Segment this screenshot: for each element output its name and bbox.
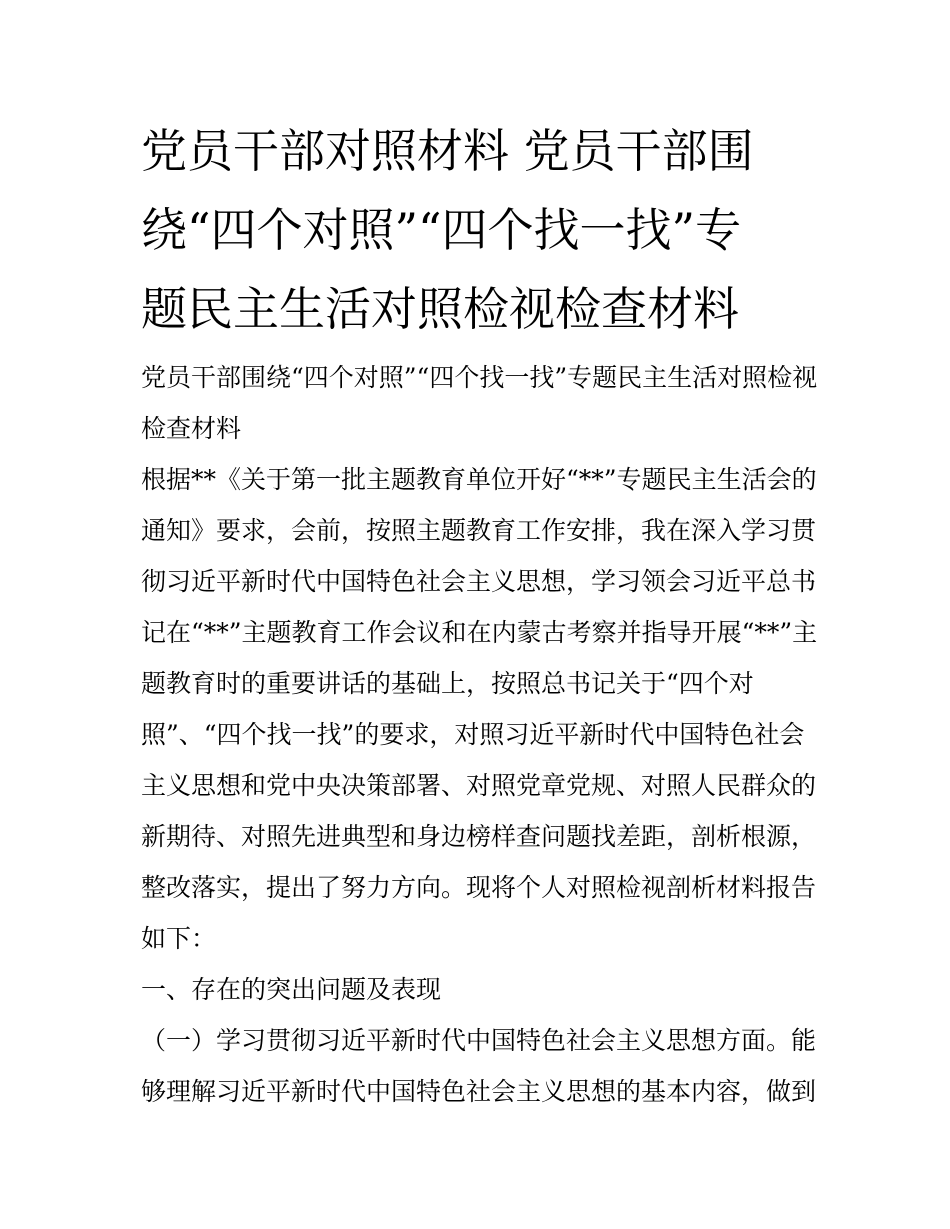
body-line: （一）学习贯彻习近平新时代中国特色社会主义思想方面。能 [141,1026,817,1055]
title-line: 绕“四个对照”“四个找一找”专 [141,203,742,257]
body-line: 题教育时的重要讲话的基础上，按照总书记关于“四个对 [141,669,754,698]
body-line: 彻习近平新时代中国特色社会主义思想，学习领会习近平总书 [141,567,817,596]
body-line: 整改落实，提出了努力方向。现将个人对照检视剖析材料报告 [141,873,817,902]
document-title [141,112,821,349]
body-line: 检查材料 [141,414,242,443]
body-line: 新期待、对照先进典型和身边榜样查问题找差距，剖析根源， [141,822,817,851]
title-line: 题民主生活对照检视检查材料 [141,282,739,336]
body-line: 照”、“四个找一找”的要求，对照习近平新时代中国特色社会 [141,720,805,749]
section-heading: 一、存在的突出问题及表现 [141,975,442,1004]
title-line: 党员干部对照材料 党员干部围 [141,124,754,178]
body-line: 通知》要求，会前，按照主题教育工作安排，我在深入学习贯 [141,516,817,545]
body-line: 主义思想和党中央决策部署、对照党章党规、对照人民群众的 [141,771,817,800]
document-body [141,352,821,1117]
body-line: 根据**《关于第一批主题教育单位开好“**”专题民主生活会的 [141,465,817,494]
body-line: 如下： [141,924,217,953]
body-line: 够理解习近平新时代中国特色社会主义思想的基本内容，做到 [141,1077,817,1106]
body-line: 记在“**”主题教育工作会议和在内蒙古考察并指导开展“**”主 [141,618,818,647]
body-line: 党员干部围绕“四个对照”“四个找一找”专题民主生活对照检视 [141,363,818,392]
